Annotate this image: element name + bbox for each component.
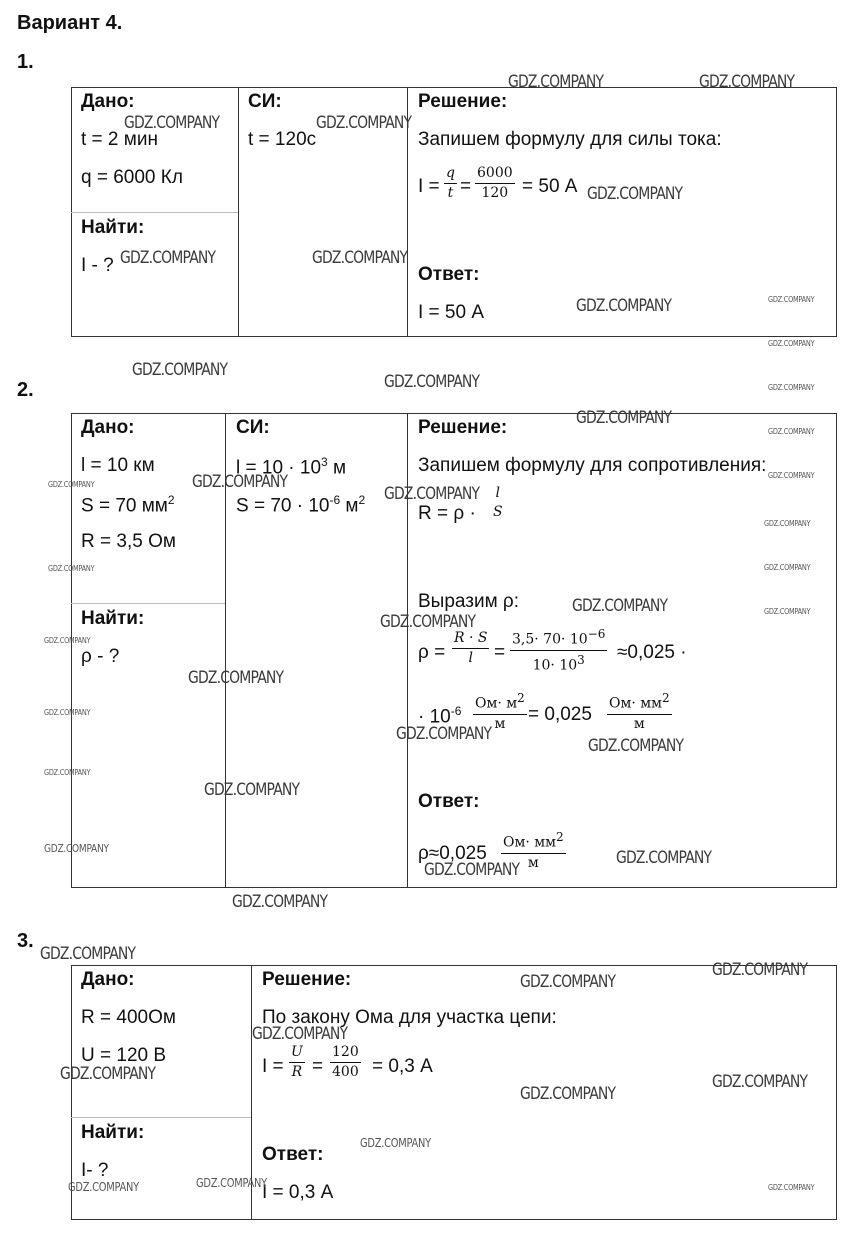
watermark: GDZ.COMPANY: [44, 768, 91, 777]
task-3-find: I- ?: [81, 1160, 109, 1181]
task-3-answer-label: Ответ:: [262, 1144, 324, 1165]
watermark: GDZ.COMPANY: [520, 972, 616, 992]
watermark: GDZ.COMPANY: [768, 471, 815, 480]
task-2-si-length: $l = 10 \cdot 10^3$ м: [236, 455, 347, 479]
watermark: GDZ.COMPANY: [40, 944, 136, 964]
task-1-find-label: Найти:: [81, 217, 145, 238]
watermark: GDZ.COMPANY: [616, 848, 712, 868]
watermark: GDZ.COMPANY: [44, 708, 91, 717]
watermark: GDZ.COMPANY: [699, 72, 795, 92]
task-3-given-voltage: U = 120 В: [81, 1045, 167, 1066]
watermark: GDZ.COMPANY: [192, 472, 288, 492]
watermark: GDZ.COMPANY: [44, 842, 109, 855]
watermark: GDZ.COMPANY: [712, 960, 808, 980]
watermark: GDZ.COMPANY: [360, 1136, 431, 1150]
watermark: GDZ.COMPANY: [588, 736, 684, 756]
task-1-si-time: t = 120с: [248, 129, 317, 150]
task-2-given-resistance: R = 3,5 Ом: [81, 531, 176, 552]
task-1-number: 1.: [17, 51, 34, 73]
watermark: GDZ.COMPANY: [764, 563, 811, 572]
watermark: GDZ.COMPANY: [48, 480, 95, 489]
watermark: GDZ.COMPANY: [124, 113, 220, 133]
task-3-solution-label: Решение:: [262, 969, 352, 990]
watermark: GDZ.COMPANY: [312, 248, 408, 268]
task-1-answer: I = 50 А: [418, 302, 485, 323]
task-1-answer-label: Ответ:: [418, 264, 480, 285]
task-2-si-label: СИ:: [236, 417, 270, 438]
watermark: GDZ.COMPANY: [768, 1183, 815, 1192]
task-3-solution-text: По закону Ома для участка цепи:: [262, 1007, 557, 1028]
watermark: GDZ.COMPANY: [316, 113, 412, 133]
task-1-find: I - ?: [81, 255, 114, 276]
task-2-solution-label: Решение:: [418, 417, 508, 438]
task-2-express-text: Выразим ρ:: [418, 591, 520, 612]
task-1-given-charge: q = 6000 Кл: [81, 167, 183, 188]
watermark: GDZ.COMPANY: [384, 372, 480, 392]
watermark: GDZ.COMPANY: [48, 564, 95, 573]
task-2-find-label: Найти:: [81, 608, 145, 629]
task-1-solution-text: Запишем формулу для силы тока:: [418, 129, 722, 150]
watermark: GDZ.COMPANY: [508, 72, 604, 92]
watermark: GDZ.COMPANY: [576, 296, 672, 316]
watermark: GDZ.COMPANY: [68, 1180, 139, 1194]
task-2-given-length: l = 10 км: [81, 455, 155, 476]
watermark: GDZ.COMPANY: [188, 668, 284, 688]
task-3-answer: I = 0,3 А: [262, 1182, 334, 1203]
task-3-find-label: Найти:: [81, 1122, 145, 1143]
watermark: GDZ.COMPANY: [712, 1072, 808, 1092]
watermark: GDZ.COMPANY: [44, 636, 91, 645]
page-title: Вариант 4.: [17, 12, 123, 34]
watermark: GDZ.COMPANY: [232, 892, 328, 912]
watermark: GDZ.COMPANY: [576, 408, 672, 428]
watermark: GDZ.COMPANY: [132, 360, 228, 380]
task-3-number: 3.: [17, 930, 34, 952]
watermark: GDZ.COMPANY: [384, 484, 480, 504]
task-3-given-resistance: R = 400Ом: [81, 1007, 176, 1028]
task-1-given-label: Дано:: [81, 91, 135, 112]
watermark: GDZ.COMPANY: [396, 724, 492, 744]
task-2-find: ρ - ?: [81, 646, 120, 667]
watermark: GDZ.COMPANY: [252, 1024, 348, 1044]
task-2-si-area: $S = 70 \cdot 10^{-6}$ $м^2$: [236, 493, 366, 517]
task-2-answer-label: Ответ:: [418, 791, 480, 812]
watermark: GDZ.COMPANY: [520, 1084, 616, 1104]
watermark: GDZ.COMPANY: [204, 780, 300, 800]
task-2-solution-text: Запишем формулу для сопротивления:: [418, 455, 767, 476]
watermark: GDZ.COMPANY: [60, 1064, 156, 1084]
watermark: GDZ.COMPANY: [587, 184, 683, 204]
watermark: GDZ.COMPANY: [764, 519, 811, 528]
task-2-given-label: Дано:: [81, 417, 135, 438]
task-1-given-time: t = 2 мин: [81, 129, 158, 150]
watermark: GDZ.COMPANY: [572, 596, 668, 616]
task-2-given-area: S = 70 $мм^2$: [81, 493, 175, 517]
watermark: GDZ.COMPANY: [768, 383, 815, 392]
watermark: GDZ.COMPANY: [380, 612, 476, 632]
watermark: GDZ.COMPANY: [768, 427, 815, 436]
watermark: GDZ.COMPANY: [764, 607, 811, 616]
task-1-si-label: СИ:: [248, 91, 282, 112]
watermark: GDZ.COMPANY: [424, 860, 520, 880]
task-2-number: 2.: [17, 379, 34, 401]
watermark: GDZ.COMPANY: [120, 248, 216, 268]
task-3-given-label: Дано:: [81, 969, 135, 990]
watermark: GDZ.COMPANY: [768, 295, 815, 304]
task-1-solution-label: Решение:: [418, 91, 508, 112]
watermark: GDZ.COMPANY: [196, 1176, 267, 1190]
watermark: GDZ.COMPANY: [768, 339, 815, 348]
